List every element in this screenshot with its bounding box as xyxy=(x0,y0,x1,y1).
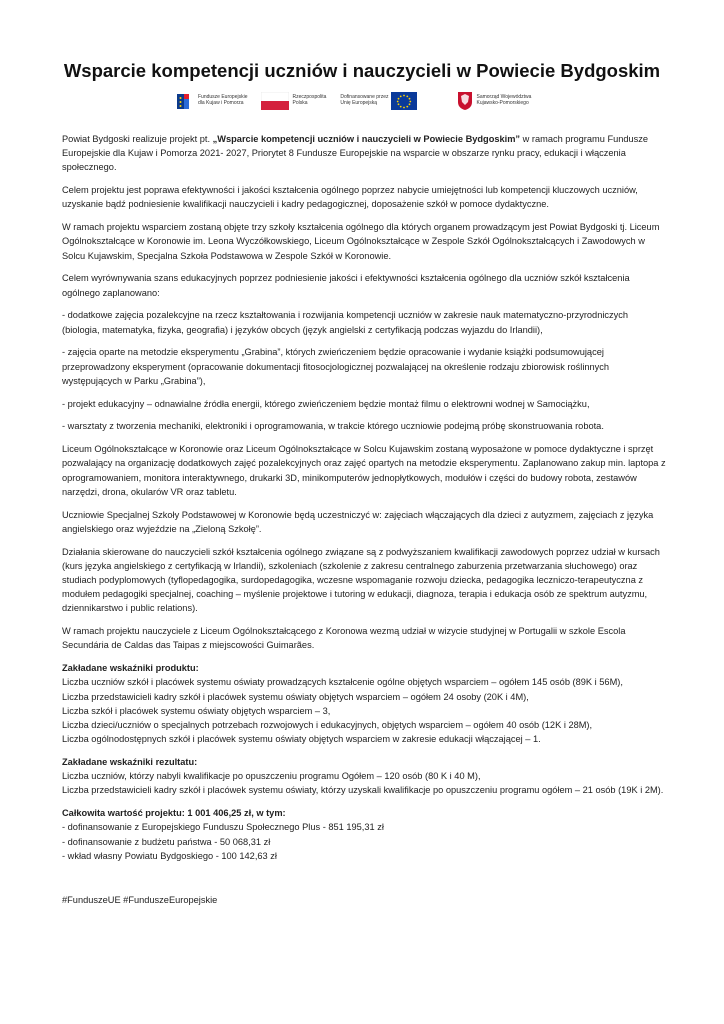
paragraph: Liceum Ogólnokształcące w Koronowie oraz Liceum Ogólnokształcące w Solcu Kujawskim zostaną wyposażone w pomoce dydaktyczne i sprzęt pozwalający na organizację dodatkowych zajęć pozalekcyjnych oraz zajęć opartych na metodzie eksperymentu. Zaplanowano zakup min. laptopa z oprogramowaniem, monitora interaktywnego, drukarki 3D, minikomputerów jednopłytkowych, modułów i części do budowy robota, zestawów narzędzi, drona, okularów VR oraz tabletu. xyxy=(62,444,666,497)
paragraph: W ramach projektu nauczyciele z Liceum Ogólnokształcącego z Koronowa wezmą udział w wizycie studyjnej w Portugalii w szkole Escola Secundária de Caldas das Taipas z miejscowości Guimarães. xyxy=(62,626,626,651)
value-heading: Całkowita wartość projektu: 1 001 406,25 zł, w tym: xyxy=(62,808,286,819)
result-heading: Zakładane wskaźniki rezultatu: xyxy=(62,757,198,768)
rp-logo xyxy=(261,92,326,110)
indicator-item: Liczba uczniów, którzy nabyli kwalifikacje po opuszczeniu programu Ogółem – 120 osób (80 K i 40 M), xyxy=(62,771,481,782)
coat-of-arms-icon xyxy=(457,91,473,111)
ue-logo xyxy=(340,92,417,110)
samorzad-logo xyxy=(457,91,531,111)
paragraph: Uczniowie Specjalnej Szkoły Podstawowej w Koronowie będą uczestniczyć w: zajęciach włączających dla dzieci z autyzmem, zajęciach z języka angielskiego oraz wyjeździe na „Zieloną Szkołę”. xyxy=(62,509,654,534)
fe-logo xyxy=(175,91,247,111)
ue-logo-text: Dofinansowane przez Unię Europejską xyxy=(340,94,389,106)
list-item: - dodatkowe zajęcia pozalekcyjne na rzecz kształtowania i rozwijania kompetencji uczniów w zakresie nauk matematyczno-przyrodniczych (biologia, matematyka, fizyka, geografia) i języków obcych (język angielski z certyfikacją podczas wyjazdu do Irlandii), xyxy=(62,310,629,335)
value-item: - dofinansowanie z Europejskiego Funduszu Społecznego Plus - 851 195,31 zł xyxy=(62,822,384,833)
indicator-item: Liczba ogólnodostępnych szkół i placówek systemu oświaty objętych wsparciem w zakresie edukacji włączającej – 1. xyxy=(62,734,541,745)
intro-after: w ramach programu Fundusze Europejskie dla Kujaw i Pomorza 2021- 2027, Priorytet 8 Fundusze Europejskie na wsparcie w obszarze rynku pracy, edukacji i włączenia społecznego. xyxy=(62,134,649,173)
fe-logo-icon xyxy=(175,91,195,111)
product-heading: Zakładane wskaźniki produktu: xyxy=(62,663,199,674)
document-body xyxy=(62,132,668,916)
page-title: Wsparcie kompetencji uczniów i nauczycieli w Powiecie Bydgoskim xyxy=(63,60,661,81)
list-item: - zajęcia oparte na metodzie eksperymentu „Grabina”, których zwieńczeniem będzie opracowanie i wydanie książki podsumowującej przeprowadzony eksperyment (opracowanie dokumentacji fitosocjologicznej pozwalającej na określenie rodzaju zbiorowisk roślinnych występujących w Parku „Grabina”), xyxy=(62,347,610,386)
paragraph: Celem wyrównywania szans edukacyjnych poprzez podniesienie jakości i efektywności kształcenia ogólnego dla uczniów szkół kształcenia ogólnego zaplanowano: xyxy=(62,273,630,298)
list-item: - projekt edukacyjny – odnawialne źródła energii, którego zwieńczeniem będzie montaż filmu o elektrowni wodnej w Samociążku, xyxy=(62,398,590,409)
intro-before: Powiat Bydgoski realizuje projekt pt. xyxy=(62,134,213,144)
product-indicators xyxy=(62,661,668,746)
polish-flag-icon xyxy=(261,92,289,110)
value-item: - dofinansowanie z budżetu państwa - 50 068,31 zł xyxy=(62,836,271,847)
indicator-item: Liczba uczniów szkół i placówek systemu oświaty prowadzących kształcenie ogólne objętych wsparciem – ogółem 145 osób (89K i 56M), xyxy=(62,677,623,688)
eu-flag-icon xyxy=(391,92,417,110)
indicator-item: Liczba szkół i placówek systemu oświaty objętych wsparciem – 3, xyxy=(62,705,331,716)
paragraph: Działania skierowane do nauczycieli szkół kształcenia ogólnego związane są z podwyższaniem kwalifikacji zawodowych poprzez udział w kursach (kurs języka angielskiego z certyfikacją w Irlandii), szkoleniach (szkolenie z zakresu centralnego zaburzenia przetwarzania słuchowego) oraz studiach podyplomowych (tyflopedagogika, surdopedagogika, wczesne wspomaganie rozwoju dziecka, pedagogika leczniczo-terapeutyczna z modułem pedagogiki specjalnej, coaching – myślenie projektowe i tutoring w edukacji, diagnoza, terapia i edukacja osób ze spektrum autyzmu, dziennikarstwo i public relations). xyxy=(62,546,660,614)
intro-paragraph xyxy=(62,132,668,175)
indicator-item: Liczba przedstawicieli kadry szkół i placówek systemu oświaty, którzy uzyskali kwalifikacje po opuszczeniu programu ogółem – 21 osób (19K i 2M). xyxy=(62,785,664,796)
list-item: - warsztaty z tworzenia mechaniki, elektroniki i oprogramowania, w trakcie którego uczniowie podejmą próbę skonstruowania robota. xyxy=(62,421,604,432)
hashtags: #FunduszeUE #FunduszeEuropejskie xyxy=(62,895,218,906)
paragraph: Celem projektu jest poprawa efektywności i jakości kształcenia ogólnego poprzez nabycie umiejętności lub kompetencji kluczowych uczniów, uzyskanie bądź podniesienie kwalifikacji nauczycieli i kadry pedagogicznej, doposażenie szkół w pomoce dydaktyczne. xyxy=(62,185,638,210)
samorzad-logo-text: Samorząd Województwa Kujawsko-Pomorskiego xyxy=(476,94,532,106)
result-indicators xyxy=(62,755,668,798)
rp-logo-text: Rzeczpospolita Polska xyxy=(292,94,327,106)
project-value xyxy=(62,806,668,863)
indicator-item: Liczba dzieci/uczniów o specjalnych potrzebach rozwojowych i edukacyjnych, objętych wsparciem – ogółem 40 osób (12K i 28M), xyxy=(62,720,593,731)
paragraph: W ramach projektu wsparciem zostaną objęte trzy szkoły kształcenia ogólnego dla których organem prowadzącym jest Powiat Bydgoski tj. Liceum Ogólnokształcące w Koronowie im. Leona Wyczółkowskiego, Liceum Ogólnokształcące w Zespole Szkół Ogólnokształcących i Zawodowych w Solcu Kujawskim, Specjalna Szkoła Podstawowa w Zespole Szkół w Koronowie. xyxy=(62,222,660,261)
value-item: - wkład własny Powiatu Bydgoskiego - 100 142,63 zł xyxy=(62,850,277,861)
logo-strip xyxy=(175,88,555,114)
indicator-item: Liczba przedstawicieli kadry szkół i placówek systemu oświaty objętych wsparciem – ogółem 24 osoby (20K i 4M), xyxy=(62,691,529,702)
fe-logo-text: Fundusze Europejskie dla Kujaw i Pomorza xyxy=(198,94,248,106)
project-name: „Wsparcie kompetencji uczniów i nauczycieli w Powiecie Bydgoskim” xyxy=(212,134,521,144)
